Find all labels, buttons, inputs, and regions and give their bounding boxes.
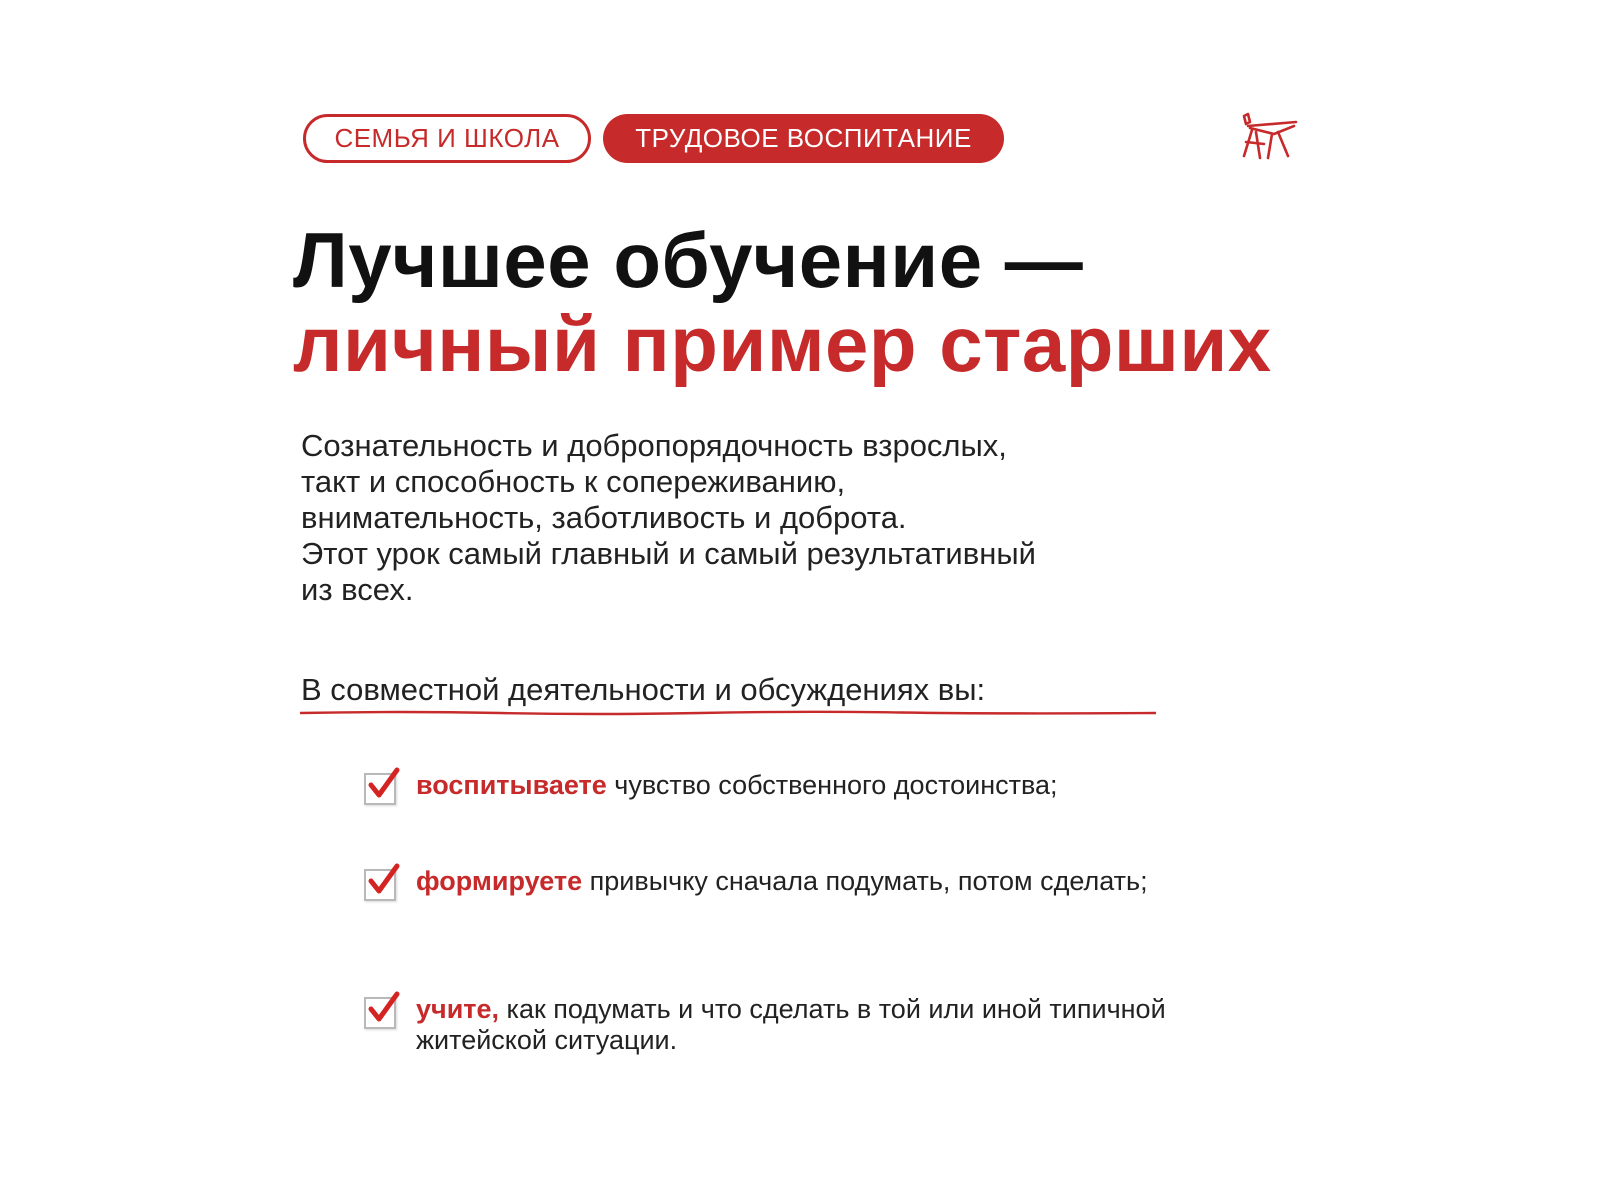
list-item-text [416,994,1176,1056]
intro-paragraph [301,428,1221,608]
list-item [364,770,1204,806]
tag-family-school-label: СЕМЬЯ И ШКОЛА [334,123,560,153]
tag-family-school[interactable] [303,114,591,163]
list-item [364,994,1204,1056]
subheading-underline [300,710,1156,716]
red-checkmark-icon [366,862,402,898]
title-line-1: Лучшее обучение — [293,216,1084,304]
list-item-body: как подумать и что сделать в той или иной типичной житейской ситуации. [416,994,1166,1055]
list-item [364,866,1204,902]
checkbox [364,994,400,1030]
section-subheading: В совместной деятельности и обсуждениях вы: [301,672,986,707]
intro-line: из всех. [301,572,414,607]
list-item-body: чувство собственного достоинства; [606,770,1058,800]
intro-line: такт и способность к сопереживанию, [301,464,846,499]
tag-labor-education[interactable] [603,114,1004,163]
list-item-text [416,866,1176,897]
list-item-body: привычку сначала подумать, потом сделать; [582,866,1148,896]
list-item-keyword: формируете [416,866,583,896]
list-item-keyword: воспитываете [416,770,607,800]
horse-logo-icon [1238,112,1300,164]
checkbox [364,770,400,806]
list-item-keyword: учите, [416,994,500,1024]
page-title [293,218,1272,386]
intro-line: Сознательность и добропорядочность взрослых, [301,428,1007,463]
checkbox [364,866,400,902]
tag-labor-education-label: ТРУДОВОЕ ВОСПИТАНИЕ [635,123,972,153]
red-checkmark-icon [366,990,402,1026]
intro-line: Этот урок самый главный и самый результативный [301,536,1036,571]
list-item-text [416,770,1176,801]
intro-line: внимательность, заботливость и доброта. [301,500,907,535]
title-line-2: личный пример старших [293,300,1272,388]
red-checkmark-icon [366,766,402,802]
tag-group [303,114,1004,163]
